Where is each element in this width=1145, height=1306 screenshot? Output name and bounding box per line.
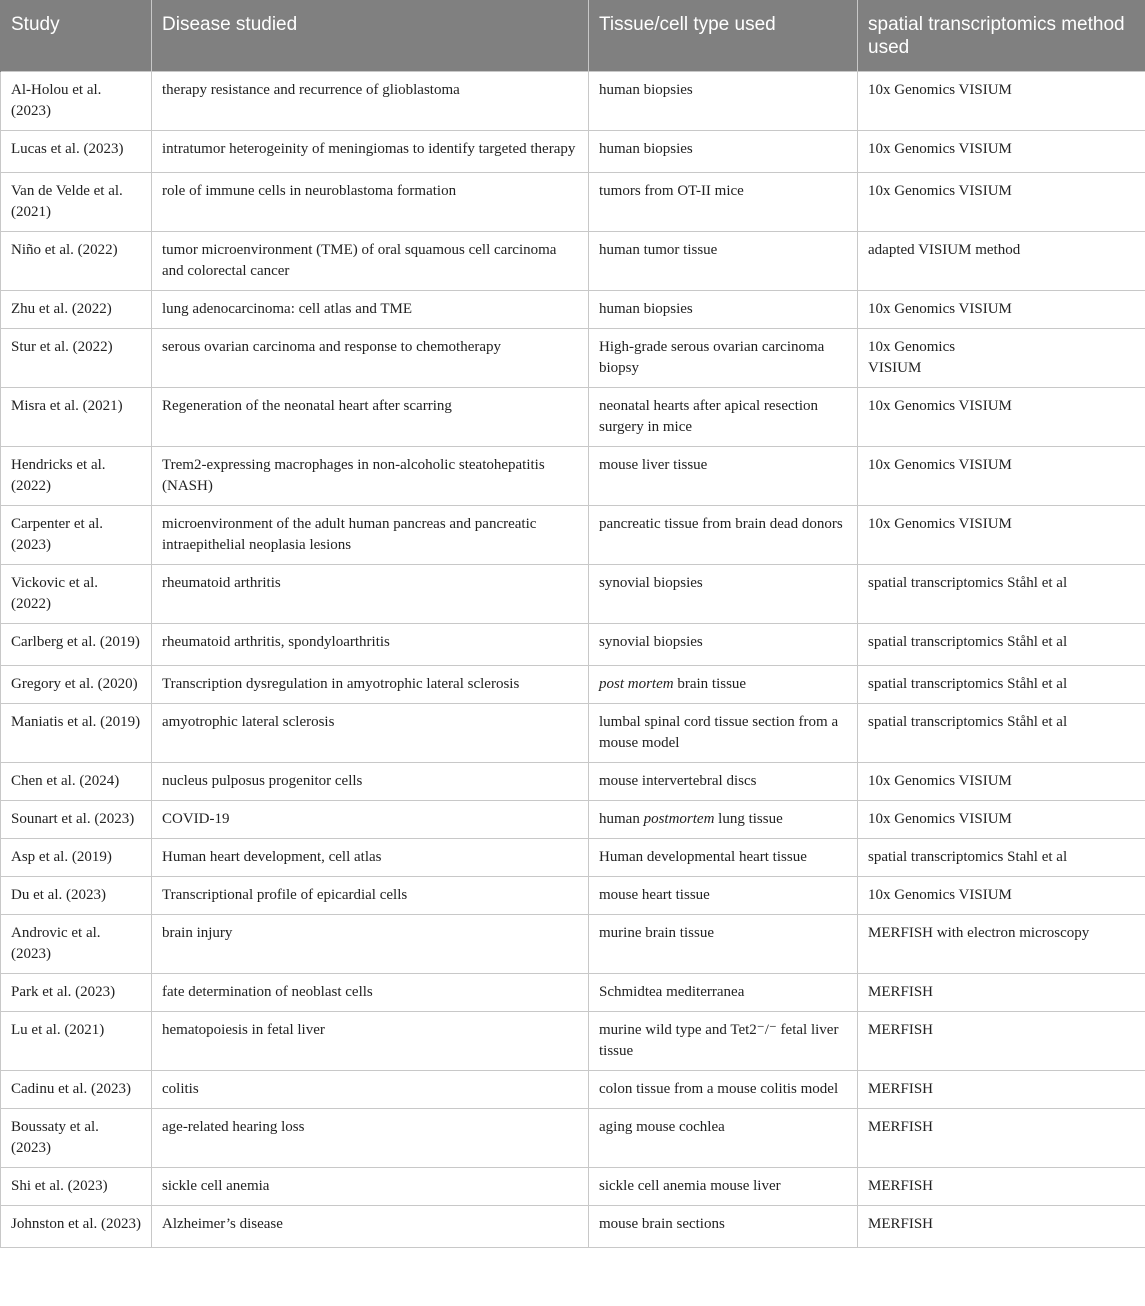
method-cell: spatial transcriptomics Ståhl et al (858, 624, 1145, 666)
tissue-cell: human biopsies (589, 72, 858, 131)
study-cell: Shi et al. (2023) (1, 1168, 152, 1206)
disease-cell: sickle cell anemia (152, 1168, 589, 1206)
tissue-cell: High-grade serous ovarian carcinoma biopsy (589, 329, 858, 388)
table-row (1, 839, 1145, 877)
tissue-cell: human biopsies (589, 131, 858, 173)
method-cell: 10x Genomics VISIUM (858, 877, 1145, 915)
tissue-cell: lumbal spinal cord tissue section from a mouse model (589, 704, 858, 763)
method-cell: 10x Genomics VISIUM (858, 173, 1145, 232)
table-row (1, 1168, 1145, 1206)
disease-cell: tumor microenvironment (TME) of oral squamous cell carcinoma and colorectal cancer (152, 232, 589, 291)
disease-cell: COVID-19 (152, 801, 589, 839)
study-cell: Van de Velde et al. (2021) (1, 173, 152, 232)
method-cell: spatial transcriptomics Stahl et al (858, 839, 1145, 877)
tissue-cell: human biopsies (589, 291, 858, 329)
study-cell: Vickovic et al. (2022) (1, 565, 152, 624)
method-cell: MERFISH (858, 974, 1145, 1012)
tissue-text: lung tissue (714, 811, 783, 827)
disease-cell: lung adenocarcinoma: cell atlas and TME (152, 291, 589, 329)
tissue-text: brain tissue (673, 676, 747, 692)
method-cell: 10x Genomics VISIUM (858, 72, 1145, 131)
method-cell: MERFISH with electron microscopy (858, 915, 1145, 974)
study-cell: Misra et al. (2021) (1, 388, 152, 447)
study-cell: Al-Holou et al. (2023) (1, 72, 152, 131)
table-body (1, 72, 1145, 1248)
table-row (1, 801, 1145, 839)
method-cell: MERFISH (858, 1012, 1145, 1071)
study-cell: Park et al. (2023) (1, 974, 152, 1012)
disease-cell: Transcriptional profile of epicardial cells (152, 877, 589, 915)
disease-cell: Regeneration of the neonatal heart after scarring (152, 388, 589, 447)
table-row (1, 763, 1145, 801)
header-row (1, 0, 1145, 72)
tissue-text: human (599, 811, 644, 827)
table-row (1, 624, 1145, 666)
tissue-cell (589, 801, 858, 839)
disease-cell: Human heart development, cell atlas (152, 839, 589, 877)
method-cell: MERFISH (858, 1168, 1145, 1206)
tissue-cell: synovial biopsies (589, 624, 858, 666)
disease-cell: rheumatoid arthritis (152, 565, 589, 624)
disease-cell: colitis (152, 1071, 589, 1109)
method-cell: 10x Genomics VISIUM (858, 131, 1145, 173)
table-row (1, 1012, 1145, 1071)
tissue-cell: murine wild type and Tet2⁻/⁻ fetal liver tissue (589, 1012, 858, 1071)
study-cell: Androvic et al. (2023) (1, 915, 152, 974)
tissue-cell: mouse heart tissue (589, 877, 858, 915)
disease-cell: therapy resistance and recurrence of glioblastoma (152, 72, 589, 131)
disease-cell: nucleus pulposus progenitor cells (152, 763, 589, 801)
method-cell: MERFISH (858, 1071, 1145, 1109)
study-cell: Johnston et al. (2023) (1, 1206, 152, 1248)
tissue-italic-text: post mortem (599, 676, 674, 692)
study-cell: Hendricks et al. (2022) (1, 447, 152, 506)
study-cell: Carlberg et al. (2019) (1, 624, 152, 666)
table-row (1, 173, 1145, 232)
disease-cell: serous ovarian carcinoma and response to chemotherapy (152, 329, 589, 388)
tissue-cell: synovial biopsies (589, 565, 858, 624)
study-cell: Zhu et al. (2022) (1, 291, 152, 329)
method-line-1: 10x Genomics (868, 339, 956, 355)
disease-cell: amyotrophic lateral sclerosis (152, 704, 589, 763)
method-cell: spatial transcriptomics Ståhl et al (858, 704, 1145, 763)
header-study: Study (1, 0, 152, 72)
study-cell: Asp et al. (2019) (1, 839, 152, 877)
table-row (1, 1206, 1145, 1248)
tissue-cell: neonatal hearts after apical resection surgery in mice (589, 388, 858, 447)
table-row (1, 1071, 1145, 1109)
tissue-cell: aging mouse cochlea (589, 1109, 858, 1168)
method-cell: 10x Genomics VISIUM (858, 447, 1145, 506)
method-line-2: VISIUM (868, 360, 922, 376)
method-cell: adapted VISIUM method (858, 232, 1145, 291)
header-tissue: Tissue/cell type used (589, 0, 858, 72)
disease-cell: brain injury (152, 915, 589, 974)
disease-cell: intratumor heterogeinity of meningiomas to identify targeted therapy (152, 131, 589, 173)
tissue-cell: mouse brain sections (589, 1206, 858, 1248)
method-cell: 10x Genomics VISIUM (858, 291, 1145, 329)
table-row (1, 915, 1145, 974)
tissue-cell: mouse intervertebral discs (589, 763, 858, 801)
study-cell: Maniatis et al. (2019) (1, 704, 152, 763)
method-cell: 10x Genomics VISIUM (858, 763, 1145, 801)
study-cell: Sounart et al. (2023) (1, 801, 152, 839)
method-cell: spatial transcriptomics Ståhl et al (858, 565, 1145, 624)
table-row (1, 565, 1145, 624)
study-cell: Lu et al. (2021) (1, 1012, 152, 1071)
table-row (1, 72, 1145, 131)
tissue-cell: murine brain tissue (589, 915, 858, 974)
tissue-cell: human tumor tissue (589, 232, 858, 291)
tissue-cell (589, 666, 858, 704)
study-cell: Gregory et al. (2020) (1, 666, 152, 704)
table-row (1, 329, 1145, 388)
table-row (1, 974, 1145, 1012)
tissue-cell: tumors from OT-II mice (589, 173, 858, 232)
header-disease: Disease studied (152, 0, 589, 72)
header-method: spatial transcriptomics method used (858, 0, 1145, 72)
tissue-cell: sickle cell anemia mouse liver (589, 1168, 858, 1206)
disease-cell: rheumatoid arthritis, spondyloarthritis (152, 624, 589, 666)
study-cell: Lucas et al. (2023) (1, 131, 152, 173)
disease-cell: hematopoiesis in fetal liver (152, 1012, 589, 1071)
disease-cell: role of immune cells in neuroblastoma formation (152, 173, 589, 232)
tissue-italic-text: postmortem (643, 811, 715, 827)
study-cell: Cadinu et al. (2023) (1, 1071, 152, 1109)
study-cell: Stur et al. (2022) (1, 329, 152, 388)
study-cell: Niño et al. (2022) (1, 232, 152, 291)
method-cell: MERFISH (858, 1109, 1145, 1168)
study-cell: Chen et al. (2024) (1, 763, 152, 801)
tissue-cell: pancreatic tissue from brain dead donors (589, 506, 858, 565)
tissue-cell: Schmidtea mediterranea (589, 974, 858, 1012)
table-row (1, 131, 1145, 173)
study-cell: Carpenter et al. (2023) (1, 506, 152, 565)
method-cell: MERFISH (858, 1206, 1145, 1248)
disease-cell: Trem2-expressing macrophages in non-alcoholic steatohepatitis (NASH) (152, 447, 589, 506)
table-row (1, 1109, 1145, 1168)
table-row (1, 506, 1145, 565)
tissue-cell: colon tissue from a mouse colitis model (589, 1071, 858, 1109)
disease-cell: age-related hearing loss (152, 1109, 589, 1168)
method-cell: 10x Genomics VISIUM (858, 801, 1145, 839)
study-cell: Du et al. (2023) (1, 877, 152, 915)
disease-cell: microenvironment of the adult human pancreas and pancreatic intraepithelial neoplasia lesions (152, 506, 589, 565)
table-row (1, 232, 1145, 291)
study-cell: Boussaty et al. (2023) (1, 1109, 152, 1168)
tissue-cell: Human developmental heart tissue (589, 839, 858, 877)
method-cell: spatial transcriptomics Ståhl et al (858, 666, 1145, 704)
disease-cell: Alzheimer’s disease (152, 1206, 589, 1248)
table-row (1, 447, 1145, 506)
method-cell (858, 329, 1145, 388)
disease-cell: Transcription dysregulation in amyotrophic lateral sclerosis (152, 666, 589, 704)
method-cell: 10x Genomics VISIUM (858, 506, 1145, 565)
table-row (1, 291, 1145, 329)
table-header (1, 0, 1145, 72)
table-row (1, 666, 1145, 704)
table-row (1, 388, 1145, 447)
disease-cell: fate determination of neoblast cells (152, 974, 589, 1012)
table-row (1, 704, 1145, 763)
table-row (1, 877, 1145, 915)
method-cell: 10x Genomics VISIUM (858, 388, 1145, 447)
tissue-cell: mouse liver tissue (589, 447, 858, 506)
